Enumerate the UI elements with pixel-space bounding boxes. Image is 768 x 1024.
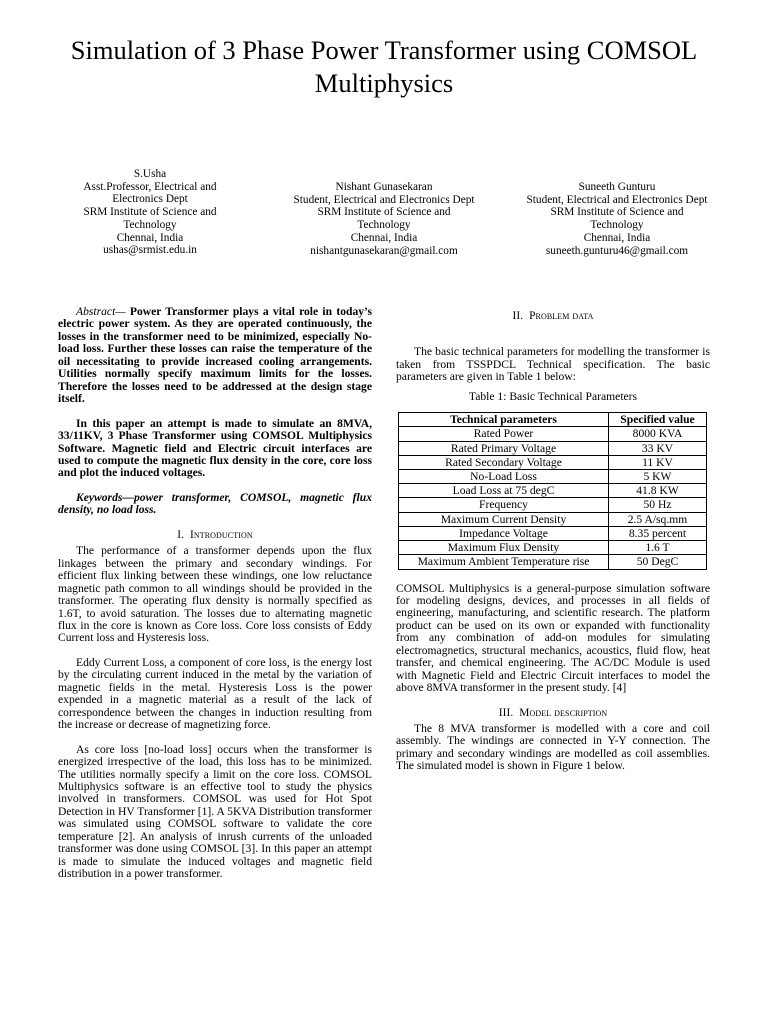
comsol-paragraph: COMSOL Multiphysics is a general-purpose simulation software for modeling designs, devices, and processes in all fields of engineering, manufacturing, and scientific research. The platform product can be used on its own or expanded with functionality from any combination of add-on modules for simulating electromagnetics, structural mechanics, acoustics, fluid flow, heat transfer, and chemical engineering. The AC/DC Module is used with Magnetic Field and Electric Circuit interfaces to model the above 8MVA transformer in the present study. [4] <box>396 581 710 695</box>
author-name: Suneeth Gunturu <box>578 181 656 193</box>
table-row <box>399 498 707 512</box>
table-caption: Table 1: Basic Technical Parameters <box>468 389 638 403</box>
table-cell: 1.6 T <box>609 541 707 555</box>
author-location: Chennai, India <box>583 231 651 244</box>
author-name: Nishant Gunasekaran <box>335 181 433 193</box>
table-cell: 11 KV <box>609 455 707 469</box>
author-role: Student, Electrical and Electronics Dept <box>293 193 475 206</box>
problem-paragraph: The basic technical parameters for modelling the transformer is taken from TSSPDCL Technical specification. The basic parameters are given in Table 1 below: <box>396 345 710 384</box>
section-title: Problem data <box>529 310 594 322</box>
table-header-cell: Technical parameters <box>399 413 609 427</box>
author-block-2 <box>272 181 496 257</box>
table-header-cell: Specified value <box>609 413 707 427</box>
author-role: Student, Electrical and Electronics Dept <box>526 193 708 206</box>
table-row <box>399 484 707 498</box>
author-email[interactable]: suneeth.gunturu46@gmail.com <box>545 244 689 257</box>
table-cell: 50 Hz <box>609 498 707 512</box>
author-institution: SRM Institute of Science and Technology <box>550 206 684 232</box>
table-row <box>399 470 707 484</box>
table-cell: 5 KW <box>609 470 707 484</box>
table-cell: Frequency <box>399 498 609 512</box>
table-cell: 2.5 A/sq.mm <box>609 512 707 526</box>
table-row <box>399 555 707 569</box>
author-role: Asst.Professor, Electrical and Electronics Dept <box>83 180 217 206</box>
section-number: III. <box>498 706 514 719</box>
author-block-1 <box>70 168 230 257</box>
section-number: I. <box>177 528 185 541</box>
author-location: Chennai, India <box>350 231 418 244</box>
table-row <box>399 427 707 441</box>
table-row <box>399 512 707 526</box>
table-cell: Rated Power <box>399 427 609 441</box>
right-column <box>396 310 710 773</box>
table-cell: 33 KV <box>609 441 707 455</box>
author-institution: SRM Institute of Science and Technology <box>83 206 217 231</box>
keywords-paragraph <box>58 492 372 517</box>
abstract-text-1: Power Transformer plays a vital role in today’s electric power system. As they are operated continuously, the losses in the transformer need to be minimized, especially No-load loss. Further these losses can raise the temperature of the oil necessitating to provide increased cooling arrangements. Utilities normally specify maximum limits for the losses. Therefore the losses need to be addressed at the design stage itself. <box>58 305 372 406</box>
table-row <box>399 541 707 555</box>
abstract-paragraph-2: In this paper an attempt is made to simulate an 8MVA, 33/11KV, 3 Phase Transformer using COMSOL Multiphysics Software. Magnetic field and Electric circuit interfaces are used to compute the magnetic flux density in the core, core loss and plot the induced voltages. <box>58 416 372 480</box>
table-cell: Maximum Flux Density <box>399 541 609 555</box>
section-number: II. <box>512 310 524 322</box>
table-cell: Maximum Ambient Temperature rise <box>399 555 609 569</box>
table-cell: Maximum Current Density <box>399 512 609 526</box>
parameters-table <box>398 412 707 569</box>
author-block-3 <box>512 181 722 257</box>
table-cell: 8000 KVA <box>609 427 707 441</box>
paper-title: Simulation of 3 Phase Power Transformer using COMSOL Multiphysics <box>70 35 698 98</box>
model-paragraph: The 8 MVA transformer is modelled with a core and coil assembly. The windings are connected in Y-Y connection. The primary and secondary windings are modelled as coil assemblies. The simulated model is shown in Figure 1 below. <box>396 722 710 773</box>
intro-paragraph-1: The performance of a transformer depends upon the flux linkages between the primary and secondary windings. For efficient flux linking between these windings, one low reluctance magnetic path common to all windings should be provided in the transformer. The operating flux density is normally specified as 1.6T, to avoid saturation. The losses due to alternating magnetic flux in the core is known as Core loss. Core loss consists of Eddy Current loss and Hysteresis loss. <box>58 544 372 645</box>
author-institution: SRM Institute of Science and Technology <box>317 206 451 232</box>
table-cell: No-Load Loss <box>399 470 609 484</box>
author-name: S.Usha <box>133 168 167 180</box>
section-heading-model <box>396 707 710 719</box>
intro-paragraph-3: As core loss [no-load loss] occurs when the transformer is energized irrespective of the load, this loss has to be minimized. The utilities normally specify a limit on the core loss. COMSOL Multiphysics software is an effective tool to study the physics involved in transformers. COMSOL was used for Hot Spot Detection in HV Transformer [1]. A 5KVA Distribution transformer was simulated using COMSOL software to validate the core temperature [2]. An analysis of inrush currents of the unloaded transformer was done using COMSOL [3]. In this paper an attempt is made to simulate the induced voltages and magnetic field distribution in a power transformer. <box>58 742 372 881</box>
section-heading-problem <box>396 310 710 322</box>
keywords-text: power transformer, COMSOL, magnetic flux density, no load loss. <box>58 490 372 517</box>
section-title: Model description <box>519 706 608 719</box>
table-row <box>399 526 707 540</box>
author-email[interactable]: ushas@srmist.edu.in <box>103 244 197 257</box>
author-location: Chennai, India <box>116 231 184 244</box>
intro-paragraph-2: Eddy Current Loss, a component of core loss, is the energy lost by the circulating current induced in the metal by the variation of magnetic fields in the metal. Hysteresis Loss is the power expended in a magnetic material as a result of the lack of correspondence between the changes in induction resulting from the increase or decrease of magnetizing force. <box>58 655 372 732</box>
abstract-label: Abstract— <box>76 305 126 318</box>
table-cell: 8.35 percent <box>609 526 707 540</box>
table-row <box>399 441 707 455</box>
author-email[interactable]: nishantgunasekaran@gmail.com <box>310 244 458 257</box>
keywords-label: Keywords— <box>76 490 134 504</box>
table-cell: Impedance Voltage <box>399 526 609 540</box>
section-title: Introduction <box>189 528 253 541</box>
abstract-paragraph-1 <box>58 306 372 406</box>
table-cell: Load Loss at 75 degC <box>399 484 609 498</box>
table-cell: 50 DegC <box>609 555 707 569</box>
left-column <box>58 306 372 881</box>
table-row <box>399 455 707 469</box>
table-cell: Rated Secondary Voltage <box>399 455 609 469</box>
table-header-row <box>399 413 707 427</box>
table-cell: 41.8 KW <box>609 484 707 498</box>
table-cell: Rated Primary Voltage <box>399 441 609 455</box>
section-heading-intro <box>58 529 372 541</box>
